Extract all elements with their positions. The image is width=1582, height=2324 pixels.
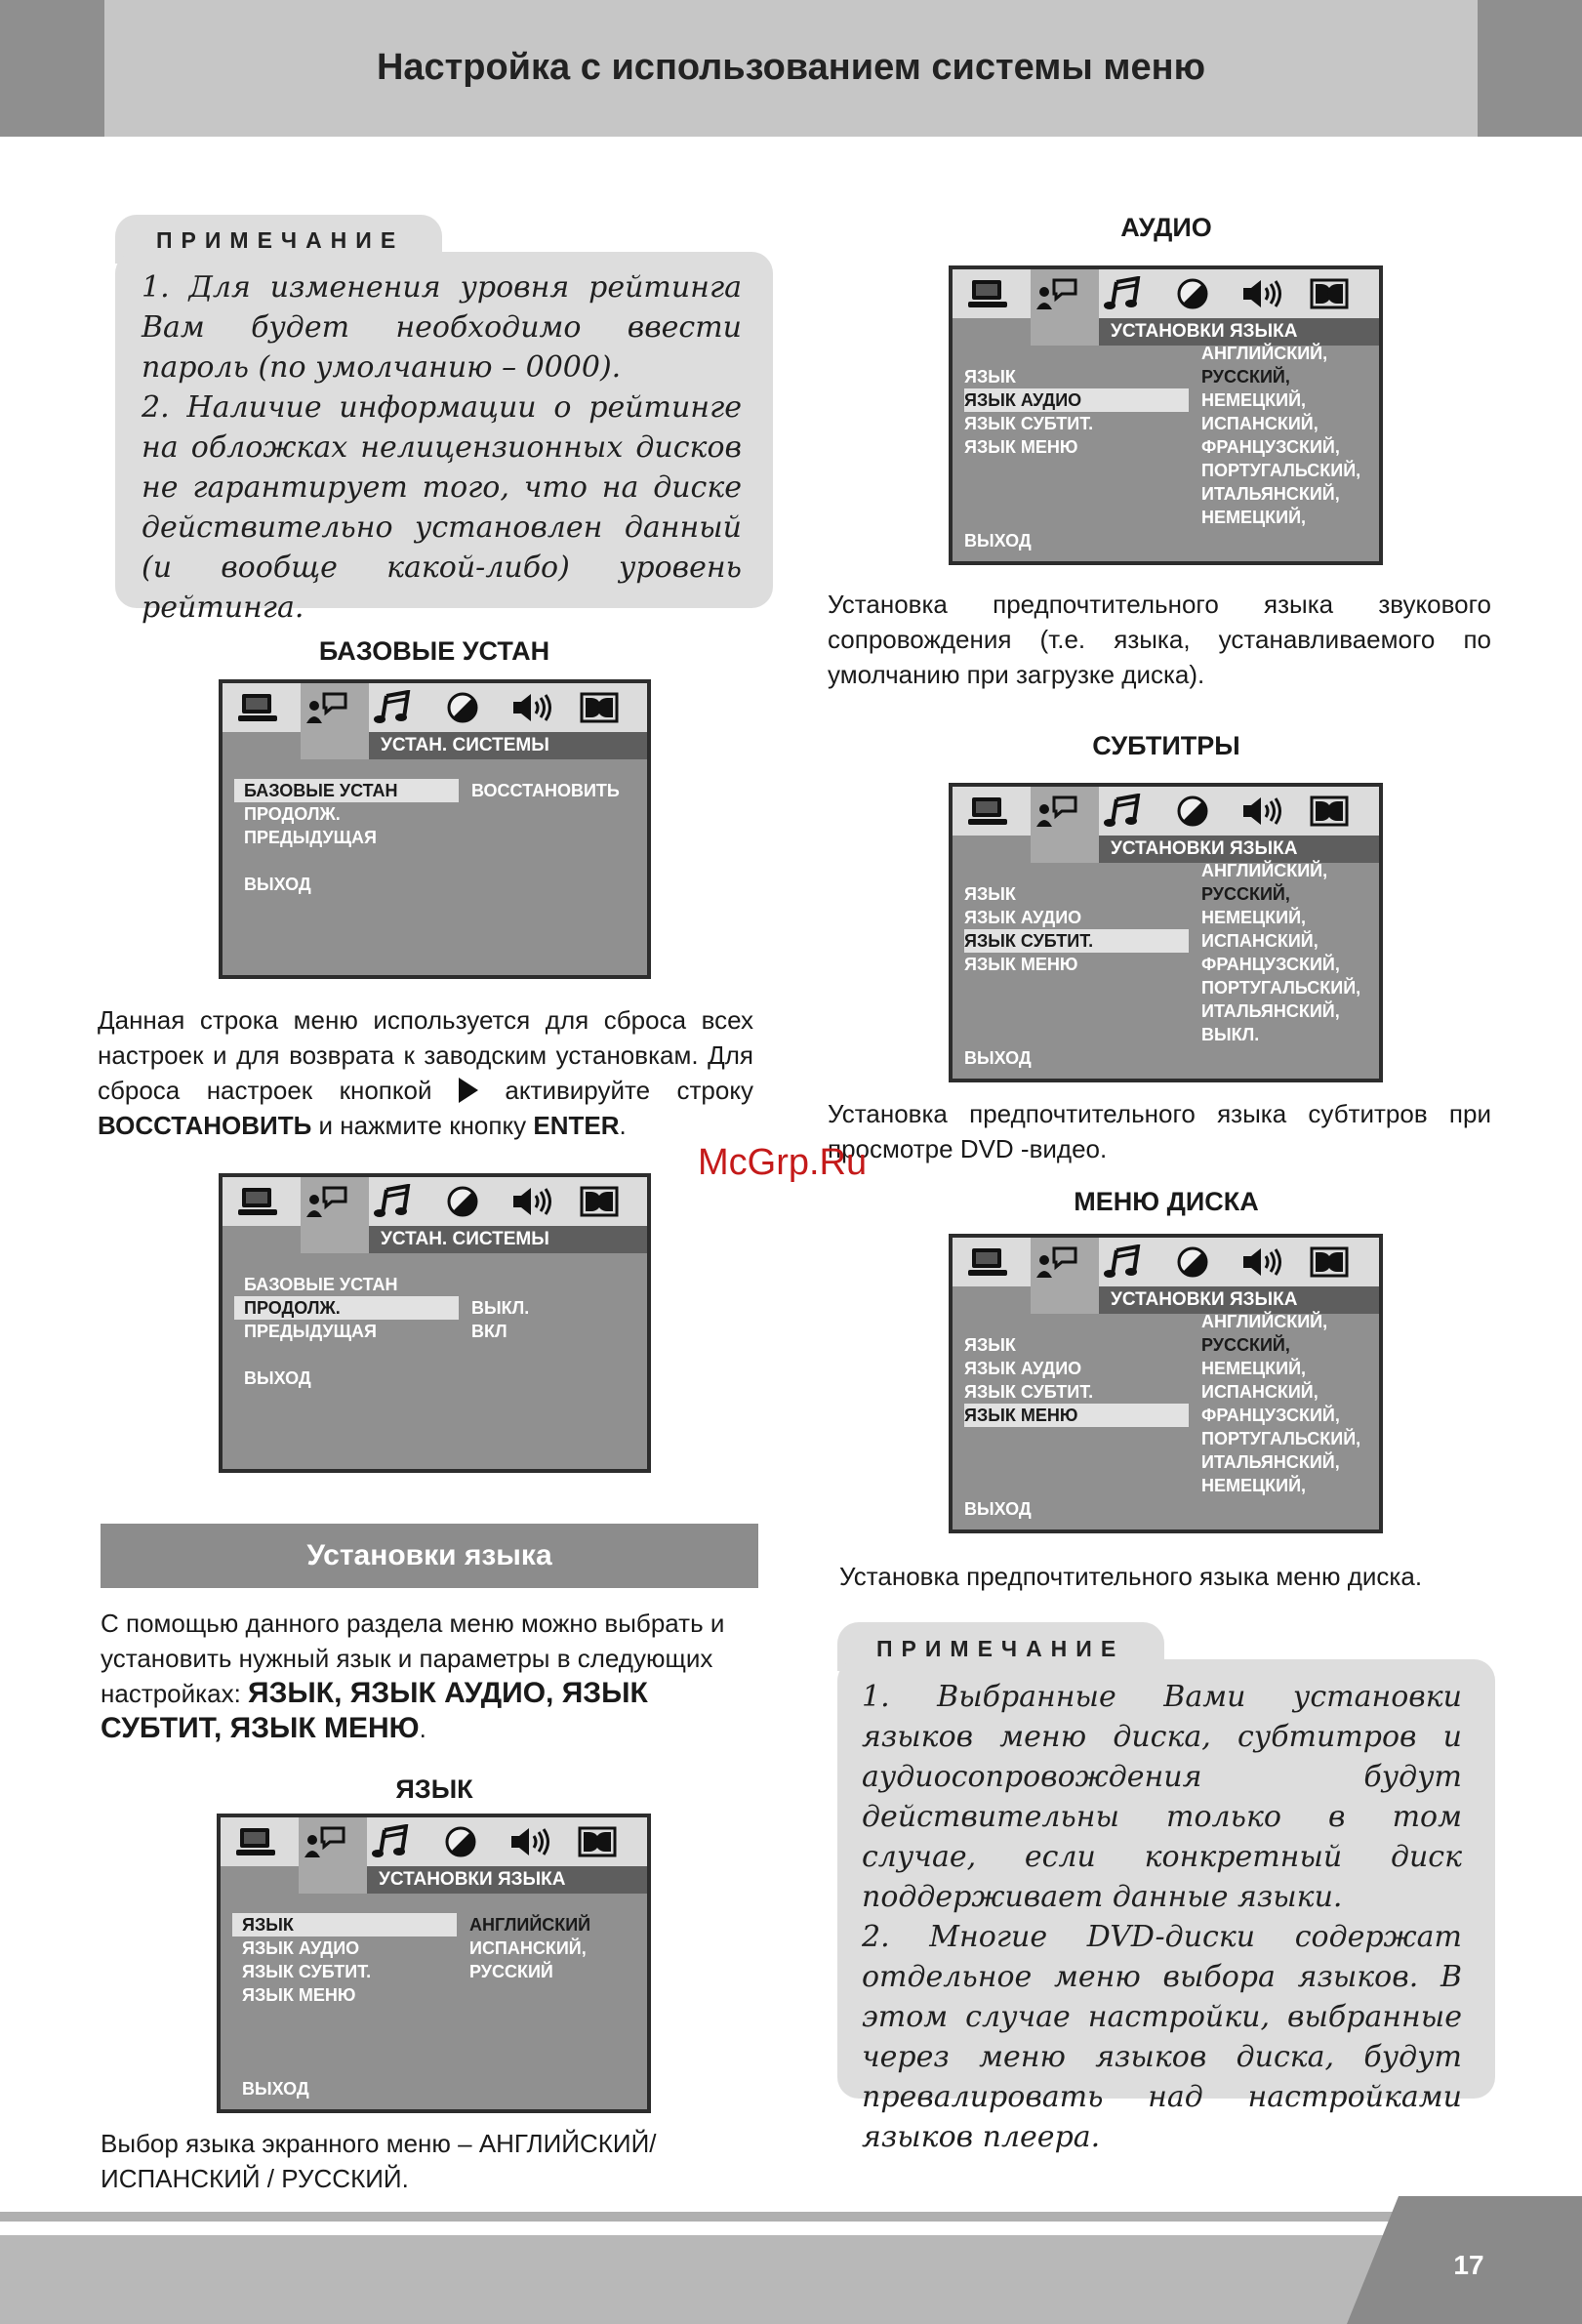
menu-item-subtitle-lang[interactable]: ЯЗЫК СУБТИТ. (242, 1962, 372, 1981)
lang-option-italian[interactable]: ИТАЛЬЯНСКИЙ, (1201, 1452, 1340, 1472)
header-right-block (1478, 0, 1582, 137)
music-note-icon[interactable] (1101, 276, 1148, 311)
menu-item-exit[interactable]: ВЫХОД (964, 1499, 1032, 1519)
note2-line-1: 1. Выбранные Вами установки языков меню диска, субтитров и аудиосопровождения будут действительны только в том случае, если конкретный диск поддерживает данные языки. (862, 1680, 1462, 1914)
menu-item-audio-lang[interactable]: ЯЗЫК АУДИО (964, 908, 1082, 927)
menu-item-subtitle-lang[interactable]: ЯЗЫК СУБТИТ. (964, 1382, 1094, 1402)
header-left-block (0, 0, 104, 137)
music-note-icon[interactable] (1101, 794, 1148, 829)
menu-item-basic[interactable]: БАЗОВЫЕ УСТАН (244, 781, 398, 800)
lang-option-english[interactable]: АНГЛИЙСКИЙ (469, 1915, 591, 1935)
menu-option-on[interactable]: ВКЛ (471, 1322, 507, 1341)
lang-description: Выбор языка экранного меню – АНГЛИЙСКИЙ/ ИСПАНСКИЙ / РУССКИЙ. (101, 2129, 657, 2193)
menu-item-language[interactable]: ЯЗЫК (242, 1915, 294, 1935)
lang-section-intro (101, 1606, 758, 1746)
lang-option-french[interactable]: ФРАНЦУЗСКИЙ, (1201, 437, 1340, 457)
menu-item-language[interactable]: ЯЗЫК (964, 884, 1016, 904)
note1-text (142, 267, 742, 628)
user-speech-icon[interactable] (303, 690, 349, 725)
dolby-icon[interactable] (1306, 794, 1353, 829)
selected-tab-strip (1031, 318, 1099, 346)
menu-item-menu-lang[interactable]: ЯЗЫК МЕНЮ (964, 1406, 1078, 1425)
selected-tab-strip (1031, 1286, 1099, 1314)
menu-basic-resume (219, 1173, 651, 1473)
menu-item-subtitle-lang[interactable]: ЯЗЫК СУБТИТ. (964, 931, 1094, 951)
menu-item-exit[interactable]: ВЫХОД (964, 1048, 1032, 1068)
lang-option-portuguese[interactable]: ПОРТУГАЛЬСКИЙ, (1201, 978, 1361, 998)
speaker-icon[interactable] (506, 1824, 552, 1859)
selected-tab-strip (301, 1226, 369, 1253)
lang-option-spanish[interactable]: ИСПАНСКИЙ, (1201, 414, 1318, 433)
monitor-icon[interactable] (964, 794, 1011, 829)
music-note-icon[interactable] (1101, 1244, 1148, 1280)
menu-title: УСТАНОВКИ ЯЗЫКА (367, 1866, 647, 1894)
lang-option-last[interactable]: ВЫКЛ. (1201, 1025, 1260, 1044)
lang-intro-bold: ЯЗЫК, ЯЗЫК АУДИО, ЯЗЫК СУБТИТ, ЯЗЫК МЕНЮ (101, 1677, 648, 1744)
contrast-icon[interactable] (437, 1824, 484, 1859)
lang-option-spanish[interactable]: ИСПАНСКИЙ, (1201, 1382, 1318, 1402)
menu-item-menu-lang[interactable]: ЯЗЫК МЕНЮ (242, 1985, 356, 2005)
menu-item-resume[interactable]: ПРОДОЛЖ. (244, 804, 341, 824)
footer-band (0, 2235, 1582, 2324)
note2-label: ПРИМЕЧАНИЕ (876, 1636, 1125, 1661)
footer-line (0, 2212, 1582, 2222)
lang-option-italian[interactable]: ИТАЛЬЯНСКИЙ, (1201, 484, 1340, 504)
menu-title: УСТАНОВКИ ЯЗЫКА (1099, 1286, 1379, 1314)
menu-item-menu-lang[interactable]: ЯЗЫК МЕНЮ (964, 437, 1078, 457)
user-speech-icon[interactable] (1033, 1244, 1079, 1280)
menu-item-resume[interactable]: ПРОДОЛЖ. (244, 1298, 341, 1318)
selected-tab-strip (299, 1866, 367, 1894)
selected-tab-strip (301, 732, 369, 759)
lang-option-english[interactable]: АНГЛИЙСКИЙ, (1201, 861, 1328, 880)
user-speech-icon[interactable] (303, 1184, 349, 1219)
menu-item-audio-lang[interactable]: ЯЗЫК АУДИО (964, 390, 1082, 410)
lang-option-german[interactable]: НЕМЕЦКИЙ, (1201, 1359, 1307, 1378)
lang-option-spanish[interactable]: ИСПАНСКИЙ, (1201, 931, 1318, 951)
lang-heading: ЯЗЫК (395, 1774, 473, 1804)
lang-option-russian[interactable]: РУССКИЙ, (1201, 884, 1290, 904)
audio-heading: АУДИО (1120, 213, 1212, 242)
menu-title: УСТАН. СИСТЕМЫ (369, 732, 647, 759)
lang-option-english[interactable]: АНГЛИЙСКИЙ, (1201, 1312, 1328, 1331)
menu-title: УСТАНОВКИ ЯЗЫКА (1099, 836, 1379, 863)
note2-line-2: 2. Многие DVD-диски содержат отдельное меню выбора языков. В этом случае настройки, выбранные через меню языков диска, будут превалировать над настройками языков плеера. (862, 1920, 1462, 2154)
speaker-icon[interactable] (507, 690, 554, 725)
lang-option-russian[interactable]: РУССКИЙ (469, 1962, 553, 1981)
lang-option-last[interactable]: НЕМЕЦКИЙ, (1201, 1476, 1307, 1495)
menu-item-audio-lang[interactable]: ЯЗЫК АУДИО (242, 1938, 360, 1958)
basic-desc-part1: Данная строка меню используется для сброса всех настроек и для возврата к заводским установкам. Для сброса настроек кнопкой (98, 1005, 753, 1105)
contrast-icon[interactable] (439, 690, 486, 725)
menu-title: УСТАНОВКИ ЯЗЫКА (1099, 318, 1379, 346)
contrast-icon[interactable] (1169, 794, 1216, 829)
speaker-icon[interactable] (507, 1184, 554, 1219)
menu-option-restore[interactable]: ВОССТАНОВИТЬ (471, 781, 620, 800)
lang-intro-text: С помощью данного раздела меню можно выбрать и установить нужный язык и параметры в следующих настройках: (101, 1609, 725, 1708)
menu-item-subtitle-lang[interactable]: ЯЗЫК СУБТИТ. (964, 414, 1094, 433)
basic-desc-bold-restore: ВОССТАНОВИТЬ (98, 1111, 312, 1140)
menu-item-audio-lang[interactable]: ЯЗЫК АУДИО (964, 1359, 1082, 1378)
note1-line-1: 1. Для изменения уровня рейтинга Вам будет необходимо ввести пароль (по умолчанию – 0000). (142, 270, 742, 385)
subtitles-heading: СУБТИТРЫ (1092, 731, 1240, 760)
menu-item-menu-lang[interactable]: ЯЗЫК МЕНЮ (964, 955, 1078, 974)
basic-desc-end: . (619, 1111, 627, 1140)
basic-desc-part3: и нажмите кнопку (318, 1111, 527, 1140)
discmenu-description: Установка предпочтительного языка меню диска. (839, 1562, 1423, 1591)
basic-desc-part2: активируйте строку (505, 1076, 753, 1105)
speaker-icon[interactable] (1237, 794, 1284, 829)
menu-item-exit[interactable]: ВЫХОД (242, 2079, 309, 2099)
lang-option-english[interactable]: АНГЛИЙСКИЙ, (1201, 344, 1328, 363)
menu-item-exit[interactable]: ВЫХОД (964, 531, 1032, 550)
note1-label: ПРИМЕЧАНИЕ (156, 227, 405, 253)
user-speech-icon[interactable] (301, 1824, 347, 1859)
play-arrow-icon (459, 1078, 478, 1103)
user-speech-icon[interactable] (1033, 794, 1079, 829)
menu-item-exit[interactable]: ВЫХОД (244, 1368, 311, 1388)
menu-option-off[interactable]: ВЫКЛ. (471, 1298, 530, 1318)
lang-option-french[interactable]: ФРАНЦУЗСКИЙ, (1201, 1406, 1340, 1425)
page-title: Настройка с использованием системы меню (376, 47, 1206, 88)
lang-section-title: Установки языка (101, 1524, 758, 1588)
contrast-icon[interactable] (1169, 1244, 1216, 1280)
basic-desc-bold-enter: ENTER (533, 1111, 620, 1140)
dolby-icon[interactable] (574, 1824, 621, 1859)
monitor-icon[interactable] (964, 276, 1011, 311)
menu-item-language[interactable]: ЯЗЫК (964, 367, 1016, 387)
lang-option-german[interactable]: НЕМЕЦКИЙ, (1201, 908, 1307, 927)
speaker-icon[interactable] (1237, 1244, 1284, 1280)
page-number: 17 (1453, 2250, 1484, 2280)
lang-option-portuguese[interactable]: ПОРТУГАЛЬСКИЙ, (1201, 461, 1361, 480)
lang-option-last[interactable]: НЕМЕЦКИЙ, (1201, 508, 1307, 527)
music-note-icon[interactable] (371, 690, 418, 725)
menu-language (217, 1814, 651, 2113)
menu-item-previous[interactable]: ПРЕДЫДУЩАЯ (244, 828, 377, 847)
music-note-icon[interactable] (369, 1824, 416, 1859)
menu-subtitles (949, 783, 1383, 1082)
audio-description: Установка предпочтительного языка звукового сопровождения (т.е. языка, устанавливаемого по умолчанию при загрузке диска). (828, 590, 1491, 689)
discmenu-heading: МЕНЮ ДИСКА (1074, 1187, 1259, 1216)
menu-item-basic[interactable]: БАЗОВЫЕ УСТАН (244, 1275, 398, 1294)
contrast-icon[interactable] (439, 1184, 486, 1219)
menu-basic-reset (219, 679, 651, 979)
basic-heading: БАЗОВЫЕ УСТАН (318, 636, 550, 666)
lang-option-french[interactable]: ФРАНЦУЗСКИЙ, (1201, 955, 1340, 974)
lang-intro-end: . (419, 1714, 426, 1743)
dolby-icon[interactable] (576, 690, 623, 725)
dolby-icon[interactable] (1306, 1244, 1353, 1280)
basic-description (98, 1002, 753, 1143)
dolby-icon[interactable] (576, 1184, 623, 1219)
menu-item-previous[interactable]: ПРЕДЫДУЩАЯ (244, 1322, 377, 1341)
monitor-icon[interactable] (232, 1824, 279, 1859)
lang-option-italian[interactable]: ИТАЛЬЯНСКИЙ, (1201, 1001, 1340, 1021)
dolby-icon[interactable] (1306, 276, 1353, 311)
menu-audio (949, 265, 1383, 565)
menu-title: УСТАН. СИСТЕМЫ (369, 1226, 647, 1253)
lang-option-german[interactable]: НЕМЕЦКИЙ, (1201, 390, 1307, 410)
menu-item-exit[interactable]: ВЫХОД (244, 875, 311, 894)
note2-text (862, 1677, 1462, 2157)
speaker-icon[interactable] (1237, 276, 1284, 311)
note1-line-2: 2. Наличие информации о рейтинге на обложках нелицензионных дисков не гарантирует того, что на диске действительно установлен данный (и вообще какой-либо) уровень рейтинга. (142, 390, 742, 625)
music-note-icon[interactable] (371, 1184, 418, 1219)
menu-discmenu (949, 1234, 1383, 1533)
monitor-icon[interactable] (964, 1244, 1011, 1280)
selected-tab-strip (1031, 836, 1099, 863)
contrast-icon[interactable] (1169, 276, 1216, 311)
watermark: McGrp.Ru (698, 1142, 868, 1183)
lang-option-portuguese[interactable]: ПОРТУГАЛЬСКИЙ, (1201, 1429, 1361, 1448)
subtitles-description: Установка предпочтительного языка субтитров при просмотре DVD -видео. (828, 1099, 1491, 1163)
lang-option-russian[interactable]: РУССКИЙ, (1201, 1335, 1290, 1355)
lang-option-spanish[interactable]: ИСПАНСКИЙ, (469, 1938, 587, 1958)
menu-item-language[interactable]: ЯЗЫК (964, 1335, 1016, 1355)
monitor-icon[interactable] (234, 1184, 281, 1219)
user-speech-icon[interactable] (1033, 276, 1079, 311)
monitor-icon[interactable] (234, 690, 281, 725)
lang-option-russian[interactable]: РУССКИЙ, (1201, 367, 1290, 387)
